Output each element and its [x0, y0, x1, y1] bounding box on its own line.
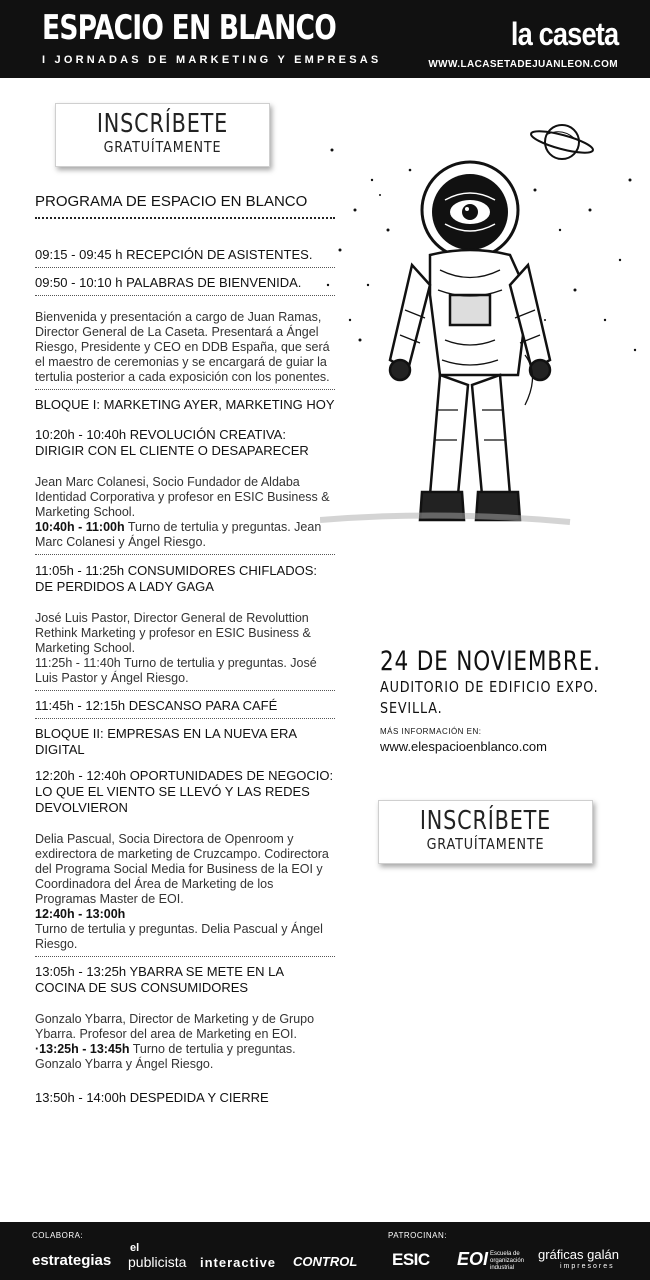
session-creative-revolution-desc: Jean Marc Colanesi, Socio Fundador de Aldaba Identidad Corporativa y profesor en ESIC Business & Marketing School. 10:40h - 11:00h Turno de tertulia y preguntas. Jean Marc Colanesi y Ángel Riesgo.: [35, 475, 330, 549]
footer-bar: [0, 1222, 650, 1280]
program-title: PROGRAMA DE ESPACIO EN BLANCO: [35, 192, 335, 219]
event-city: SEVILLA.: [380, 699, 443, 717]
session-ybarra-desc: Gonzalo Ybarra, Director de Marketing y de Grupo Ybarra. Profesor del area de Marketing en EOI. ·13:25h - 13:45h Turno de tertulia y preguntas. Gonzalo Ybarra y Ángel Riesgo.: [35, 1012, 315, 1071]
planet-icon: [529, 125, 594, 159]
session-creative-revolution: 10:20h - 10:40h REVOLUCIÓN CREATIVA: DIRIGIR CON EL CLIENTE O DESAPARECER: [35, 427, 309, 458]
control-logo[interactable]: CONTROL: [293, 1254, 358, 1269]
website-link[interactable]: www.elespacioenblanco.com: [380, 739, 547, 754]
eoi-logo-text: Escuela de organización industrial: [490, 1251, 525, 1271]
el-publicista-logo-top: el: [130, 1242, 140, 1254]
session-consumers: 11:05h - 11:25h CONSUMIDORES CHIFLADOS: DE PERDIDOS A LADY GAGA: [35, 563, 318, 594]
session-welcome-desc: Bienvenida y presentación a cargo de Juan Ramas, Director General de La Caseta. Presentará a Ángel Riesgo, Presidente y CEO en DDB España, que será el maestro de ceremonias y se encargará de guiar la tertulia posterior a cada exposición con los ponentes.: [35, 310, 330, 384]
register-sublabel: GRATUÍTAMENTE: [103, 138, 222, 156]
register-button-bottom[interactable]: [378, 800, 593, 864]
session-time: 12:40h - 13:00h: [35, 907, 126, 921]
session-welcome: 09:50 - 10:10 h PALABRAS DE BIENVENIDA.: [35, 275, 302, 290]
graficas-galan-logo[interactable]: gráficas galán: [538, 1247, 619, 1262]
estrategias-logo[interactable]: estrategias: [32, 1252, 112, 1269]
session-time: ·13:25h - 13:45h: [35, 1042, 130, 1056]
divider: [35, 956, 335, 957]
session-consumers-desc: José Luis Pastor, Director General de Revoluttion Rethink Marketing y profesor en ESIC Business & Marketing School. 11:25h - 11:40h Turno de tertulia y preguntas. José Luis Pastor y Ángel Riesgo.: [35, 611, 317, 685]
esic-logo[interactable]: ESIC: [392, 1250, 430, 1269]
register-sublabel: GRATUÍTAMENTE: [426, 835, 545, 853]
event-date: 24 DE NOVIEMBRE.: [380, 646, 601, 677]
session-coffee-break: 11:45h - 12:15h DESCANSO PARA CAFÉ: [35, 698, 278, 713]
divider: [35, 389, 335, 390]
header-bar: [0, 0, 650, 78]
divider: [35, 295, 335, 296]
session-opportunities: 12:20h - 12:40h OPORTUNIDADES DE NEGOCIO: LO QUE EL VIENTO SE LLEVÓ Y LAS REDES DEVOLVIERON: [35, 768, 334, 815]
program-column: [35, 192, 335, 1106]
event-venue: AUDITORIO DE EDIFICIO EXPO.: [380, 678, 599, 696]
divider: [35, 267, 335, 268]
register-label: INSCRÍBETE: [419, 806, 552, 836]
divider: [35, 690, 335, 691]
el-publicista-logo[interactable]: publicista: [128, 1254, 187, 1270]
session-ybarra: 13:05h - 13:25h YBARRA SE METE EN LA COCINA DE SUS CONSUMIDORES: [35, 964, 284, 995]
block-2-title: BLOQUE II: EMPRESAS EN LA NUEVA ERA DIGITAL: [35, 726, 297, 757]
helmet: [422, 162, 518, 258]
event-title: ESPACIO EN BLANCO: [42, 8, 336, 48]
register-button-top[interactable]: [55, 103, 270, 167]
la-caseta-logo[interactable]: la caseta: [510, 16, 618, 52]
eoi-logo[interactable]: EOI: [457, 1249, 489, 1269]
interactive-logo[interactable]: interactive: [200, 1255, 277, 1270]
spacesuit: [390, 250, 550, 520]
divider: [35, 718, 335, 719]
session-reception: 09:15 - 09:45 h RECEPCIÓN DE ASISTENTES.: [35, 247, 313, 262]
event-subtitle: I JORNADAS DE MARKETING Y EMPRESAS: [42, 54, 382, 66]
collaborators-label: COLABORA:: [32, 1231, 84, 1240]
register-label: INSCRÍBETE: [96, 109, 229, 139]
event-info: [380, 646, 650, 754]
session-opportunities-desc: Delia Pascual, Socia Directora de Openroom y exdirectora de marketing de Cruzcampo. Codirectora del Programa Social Media for Business de la EOI y Coordinadora del Área de Marketing de los Programas Master de EOI. 12:40h - 13:00h Turno de tertulia y preguntas. Delia Pascual y Ángel Riesgo.: [35, 832, 329, 951]
graficas-galan-sub: impresores: [560, 1263, 615, 1270]
session-closing: 13:50h - 14:00h DESPEDIDA Y CIERRE: [35, 1090, 269, 1105]
block-1-title: BLOQUE I: MARKETING AYER, MARKETING HOY: [35, 397, 335, 412]
la-caseta-url-link[interactable]: WWW.LACASETADEJUANLEON.COM: [428, 59, 618, 70]
more-info-label: MÁS INFORMACIÓN EN:: [380, 727, 482, 736]
sponsors-label: PATROCINAN:: [388, 1231, 447, 1240]
astronaut-illustration: [320, 120, 650, 550]
divider: [35, 554, 335, 555]
session-time: 10:40h - 11:00h: [35, 520, 125, 534]
